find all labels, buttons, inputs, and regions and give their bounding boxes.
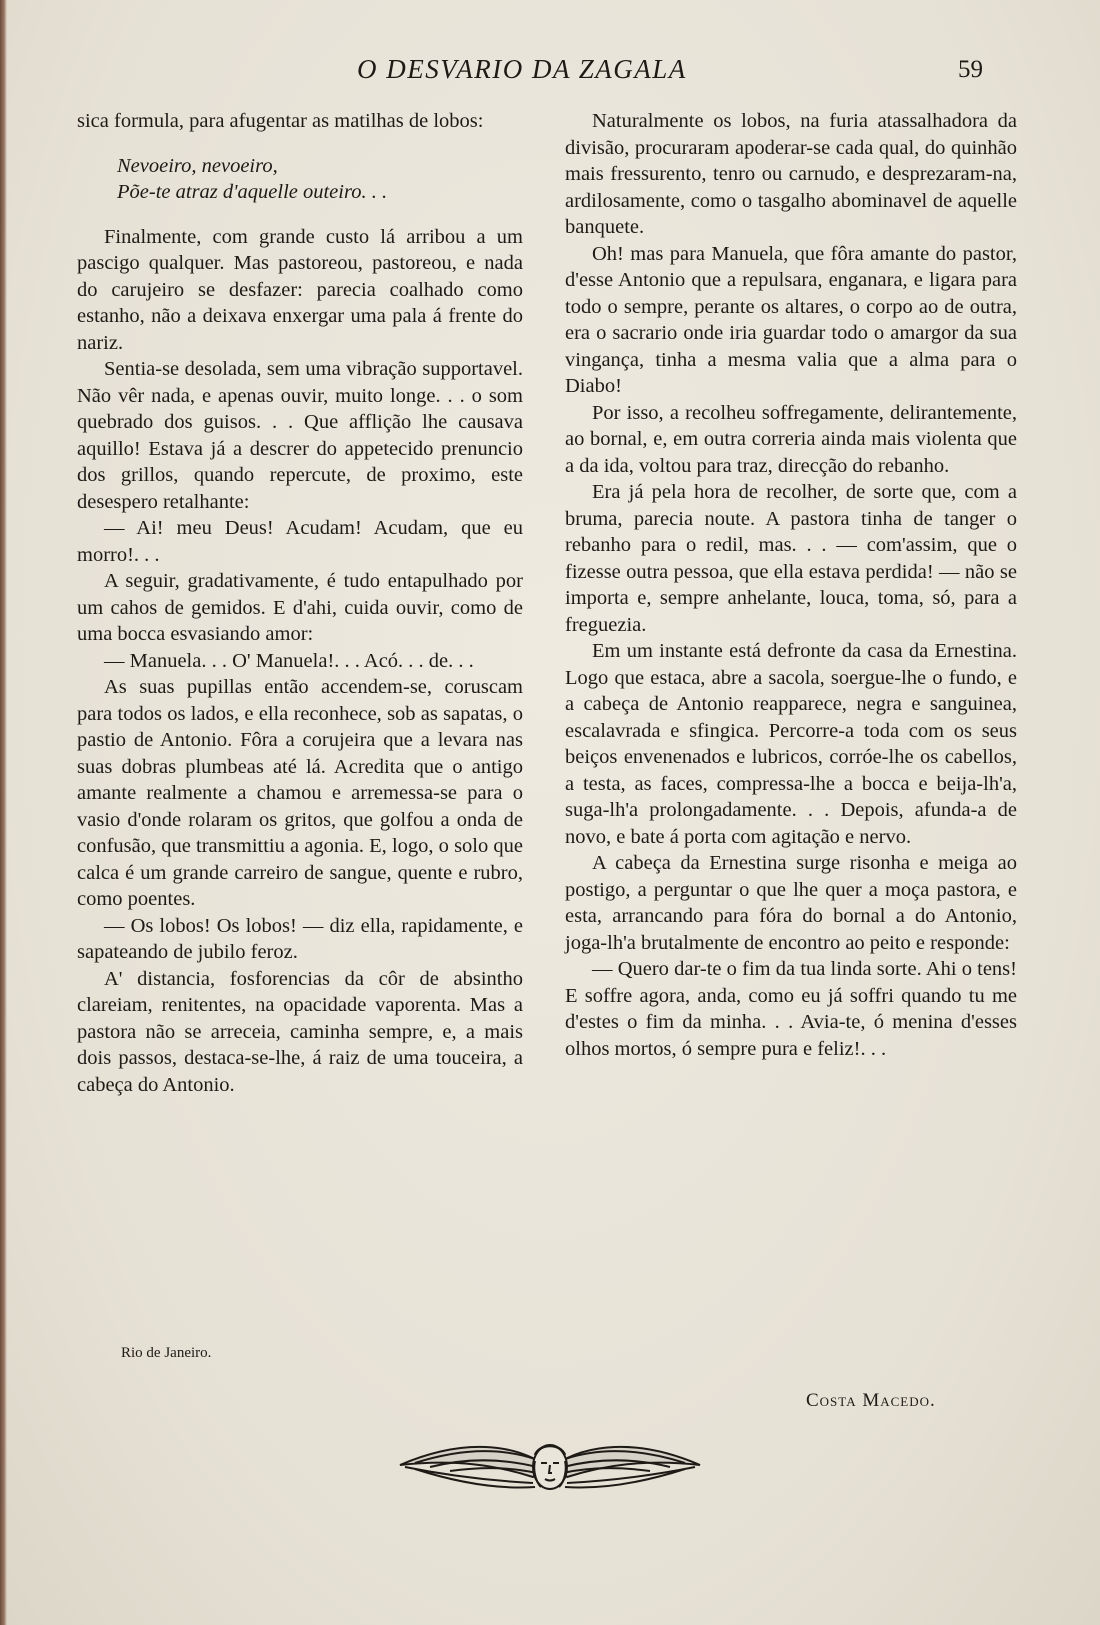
running-header — [0, 50, 1100, 90]
paragraph: Oh! mas para Manuela, que fôra amante do pastor, d'esse Antonio que a repulsara, enganara, e ligara para todo o sempre, perante os altares, o corpo ao de outra, era o sacrario onde iria guardar todo o amargor da sua vingança, tinha a mesma valia que a alma para o Diabo! — [565, 242, 1017, 397]
author-signature: Costa Macedo. — [806, 1390, 936, 1411]
paragraph: Finalmente, com grande custo lá arribou a um pascigo qualquer. Mas pastoreou, pastoreou, e nada do carujeiro se desfazer: parecia coalhado como estanho, não a deixava enxergar uma pala á frente do nariz. — [77, 225, 523, 354]
paragraph: A cabeça da Ernestina surge risonha e meiga ao postigo, a perguntar o que lhe quer a moça pastora, e esta, arrancando para fóra do bornal a do Antonio, joga-lh'a brutalmente de encontro ao peito e responde: — [565, 852, 1017, 954]
right-column — [565, 108, 1017, 1062]
paragraph: Por isso, a recolheu soffregamente, delirantemente, ao bornal, e, em outra correria ainda mais violenta que a da ida, voltou para traz, direcção do rebanho. — [565, 401, 1017, 477]
page-number: 59 — [958, 56, 983, 83]
verse-line: Põe-te atraz d'aquelle outeiro. . . — [117, 181, 388, 203]
page-edge — [0, 0, 7, 1625]
paragraph: — Ai! meu Deus! Acudam! Acudam, que eu morro!. . . — [77, 517, 523, 566]
paragraph: Em um instante está defronte da casa da Ernestina. Logo que estaca, abre a sacola, soergue-lhe o fundo, e a cabeça de Antonio reapparece, negra e sanguinea, escalavrada e sfingica. Percorre-a toda com os seus beiços envenenados e lubricos, corróe-lhe os cabellos, a testa, as faces, compressa-lhe a bocca e beija-lh'a, suga-lh'a prolongadamente. . . Depois, afunda-a de novo, e bate á porta com agitação e nervo. — [565, 640, 1017, 848]
paragraph: — Manuela. . . O' Manuela!. . . Acó. . . de. . . — [104, 649, 474, 672]
paragraph: Era já pela hora de recolher, de sorte que, com a bruma, parecia noute. A pastora tinha de tanger o rebanho para o redil, mas. . . — com'assim, que o fizesse outra pessoa, que ella estava perdida! — não se importa e, sempre anhelante, louca, toma, só, para a freguezia. — [565, 481, 1017, 636]
paragraph: A' distancia, fosforencias da côr de absintho clareiam, renitentes, na opacidade vaporenta. Mas a pastora não se arreceia, caminha sempre, e, a mais dois passos, destaca-se-lhe, á raiz de uma touceira, a cabeça do Antonio. — [77, 967, 523, 1096]
running-title: O DESVARIO DA ZAGALA — [357, 54, 687, 84]
paragraph: — Os lobos! Os lobos! — diz ella, rapidamente, e sapateando de jubilo feroz. — [77, 914, 523, 963]
left-column — [77, 108, 523, 1098]
paragraph: As suas pupillas então accendem-se, coruscam para todos os lados, e ella reconhece, sob as sapatas, o pastio de Antonio. Fôra a corujeira que a levara nas suas dobras plumbeas até lá. Acredita que o antigo amante realmente a chamou e arremessa-se para o vasio d'onde rolaram os gritos, que golfou a onda de confusão, que transmittiu a agonia. E, logo, o solo que calca é um grande carreiro de sangue, quente e rubro, como poentes. — [77, 676, 523, 910]
paragraph: — Quero dar-te o fim da tua linda sorte. Ahi o tens! E soffre agora, anda, como eu já soffri quando tu me d'estes o fim da minha. . . Avia-te, ó menina d'esses olhos mortos, ó sempre pura e feliz!. . . — [565, 958, 1017, 1060]
paragraph: sica formula, para afugentar as matilhas de lobos: — [77, 110, 484, 132]
place-line: Rio de Janeiro. — [121, 1345, 212, 1361]
winged-head-icon — [395, 1425, 705, 1505]
verse-line: Nevoeiro, nevoeiro, — [117, 154, 278, 177]
paragraph: A seguir, gradativamente, é tudo entapulhado por um cahos de gemidos. E d'ahi, cuida ouvir, como de uma bocca esvasiando amor: — [77, 570, 523, 645]
paragraph: Sentia-se desolada, sem uma vibração supportavel. Não vêr nada, e apenas ouvir, muito longe. . . o som quebrado dos guisos. . . Que afflição lhe causava aquillo! Estava já a descrer do appetecido prenuncio dos grillos, quando repercute, de proximo, este desespero retalhante: — [77, 358, 523, 513]
paragraph: Naturalmente os lobos, na furia atassalhadora da divisão, procuraram apoderar-se cada qual, do quinhão mais fressurento, tenro ou carnudo, e desprezaram-na, ardilosamente, como o tasgalho abominavel de aquelle banquete. — [565, 110, 1017, 238]
verse — [117, 153, 523, 206]
